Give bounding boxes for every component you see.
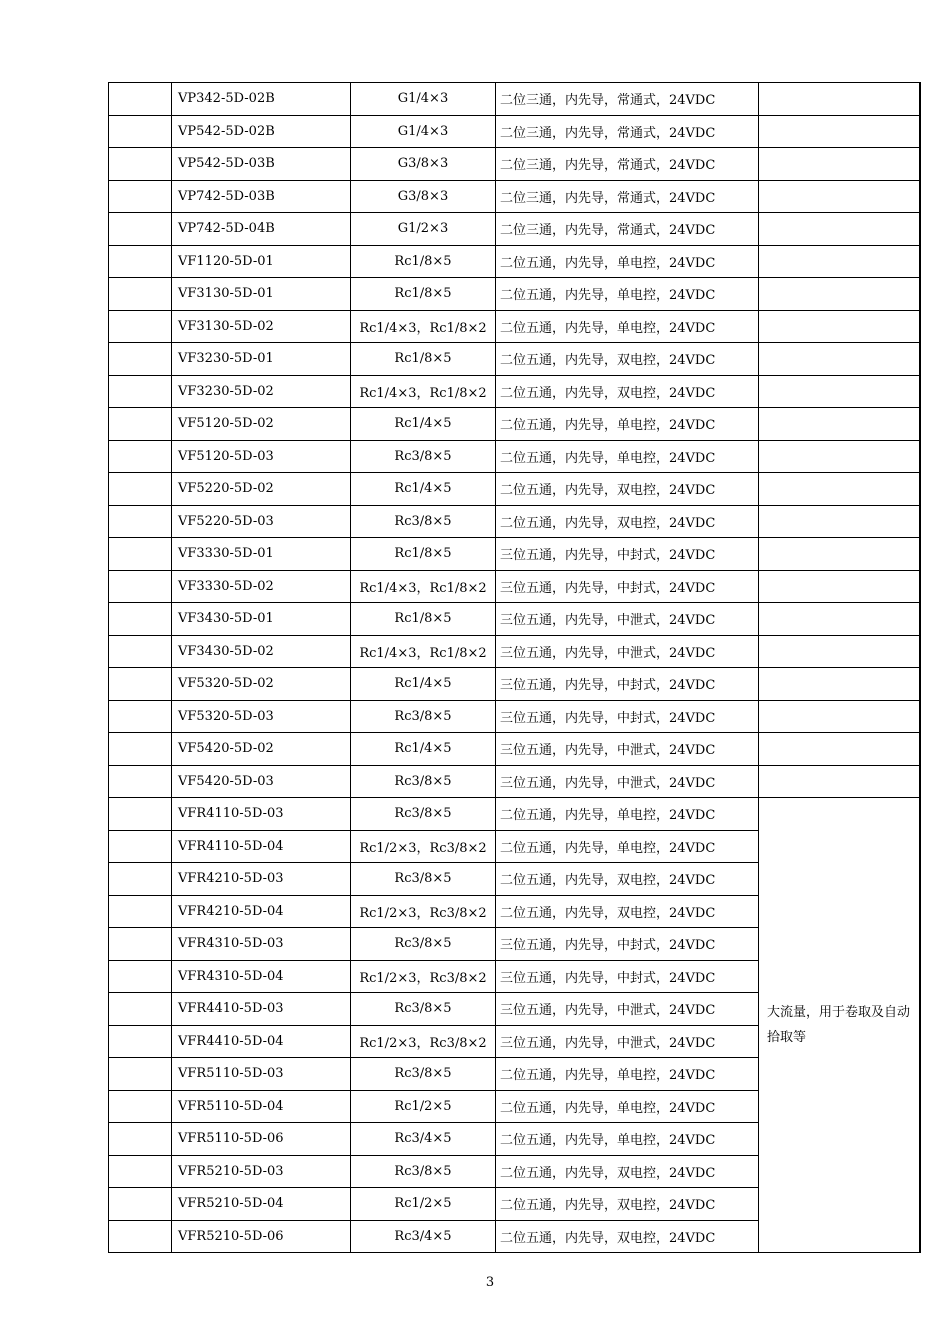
description-cell: 三位五通，内先导，中泄式，24VDC xyxy=(496,603,759,636)
model-cell: VF3430-5D-01 xyxy=(172,603,351,636)
port-size-cell: Rc3/8×5 xyxy=(351,440,496,473)
model-cell: VF5320-5D-02 xyxy=(172,668,351,701)
blank-cell xyxy=(109,798,172,831)
table-row xyxy=(109,668,921,701)
port-size-cell: Rc1/4×3，Rc1/8×2 xyxy=(351,375,496,408)
table-row xyxy=(109,798,921,831)
port-size-cell: Rc3/8×5 xyxy=(351,505,496,538)
blank-cell xyxy=(109,895,172,928)
blank-cell xyxy=(109,1155,172,1188)
model-cell: VFR4410-5D-04 xyxy=(172,1025,351,1058)
table-row xyxy=(109,505,921,538)
model-cell: VFR5210-5D-04 xyxy=(172,1188,351,1221)
table-row xyxy=(109,213,921,246)
port-size-cell: G3/8×3 xyxy=(351,148,496,181)
model-cell: VFR4310-5D-03 xyxy=(172,928,351,961)
blank-cell xyxy=(109,570,172,603)
blank-cell xyxy=(109,765,172,798)
remark-cell xyxy=(759,668,921,701)
description-cell: 三位五通，内先导，中封式，24VDC xyxy=(496,960,759,993)
description-cell: 二位五通，内先导，单电控，24VDC xyxy=(496,310,759,343)
remark-cell xyxy=(759,603,921,636)
description-cell: 二位五通，内先导，单电控，24VDC xyxy=(496,1090,759,1123)
blank-cell xyxy=(109,700,172,733)
description-cell: 二位五通，内先导，单电控，24VDC xyxy=(496,1058,759,1091)
table-row xyxy=(109,700,921,733)
table-row xyxy=(109,440,921,473)
model-cell: VF5120-5D-03 xyxy=(172,440,351,473)
blank-cell xyxy=(109,1058,172,1091)
table-row xyxy=(109,343,921,376)
remark-cell xyxy=(759,213,921,246)
model-cell: VF3230-5D-02 xyxy=(172,375,351,408)
remark-cell xyxy=(759,180,921,213)
description-cell: 二位五通，内先导，单电控，24VDC xyxy=(496,830,759,863)
valve-spec-table xyxy=(108,82,921,1253)
description-cell: 三位五通，内先导，中泄式，24VDC xyxy=(496,993,759,1026)
description-cell: 二位三通，内先导，常通式，24VDC xyxy=(496,148,759,181)
model-cell: VFR5110-5D-04 xyxy=(172,1090,351,1123)
port-size-cell: Rc1/4×5 xyxy=(351,668,496,701)
remark-cell xyxy=(759,635,921,668)
port-size-cell: Rc1/2×3，Rc3/8×2 xyxy=(351,960,496,993)
description-cell: 二位五通，内先导，双电控，24VDC xyxy=(496,1220,759,1253)
blank-cell xyxy=(109,440,172,473)
description-cell: 二位五通，内先导，双电控，24VDC xyxy=(496,473,759,506)
description-cell: 二位五通，内先导，双电控，24VDC xyxy=(496,375,759,408)
table-row xyxy=(109,375,921,408)
remark-cell xyxy=(759,278,921,311)
port-size-cell: Rc3/8×5 xyxy=(351,928,496,961)
blank-cell xyxy=(109,960,172,993)
remark-cell xyxy=(759,83,921,116)
table-row xyxy=(109,278,921,311)
blank-cell xyxy=(109,635,172,668)
blank-cell xyxy=(109,1220,172,1253)
blank-cell xyxy=(109,343,172,376)
table-row xyxy=(109,408,921,441)
blank-cell xyxy=(109,1090,172,1123)
description-cell: 二位五通，内先导，双电控，24VDC xyxy=(496,895,759,928)
description-cell: 三位五通，内先导，中封式，24VDC xyxy=(496,928,759,961)
port-size-cell: Rc3/8×5 xyxy=(351,798,496,831)
remark-cell xyxy=(759,700,921,733)
model-cell: VF3130-5D-01 xyxy=(172,278,351,311)
blank-cell xyxy=(109,148,172,181)
blank-cell xyxy=(109,180,172,213)
table-row xyxy=(109,83,921,116)
blank-cell xyxy=(109,278,172,311)
model-cell: VFR4410-5D-03 xyxy=(172,993,351,1026)
port-size-cell: Rc3/4×5 xyxy=(351,1123,496,1156)
description-cell: 二位五通，内先导，双电控，24VDC xyxy=(496,505,759,538)
model-cell: VF5420-5D-02 xyxy=(172,733,351,766)
table-row xyxy=(109,570,921,603)
table-row xyxy=(109,603,921,636)
port-size-cell: Rc1/2×3，Rc3/8×2 xyxy=(351,830,496,863)
remark-cell xyxy=(759,473,921,506)
description-cell: 二位五通，内先导，单电控，24VDC xyxy=(496,278,759,311)
blank-cell xyxy=(109,733,172,766)
table-row xyxy=(109,148,921,181)
blank-cell xyxy=(109,1188,172,1221)
description-cell: 三位五通，内先导，中泄式，24VDC xyxy=(496,733,759,766)
port-size-cell: Rc1/8×5 xyxy=(351,603,496,636)
model-cell: VP542-5D-02B xyxy=(172,115,351,148)
model-cell: VFR5110-5D-03 xyxy=(172,1058,351,1091)
page-number: 3 xyxy=(485,1275,495,1290)
remark-cell xyxy=(759,505,921,538)
blank-cell xyxy=(109,668,172,701)
port-size-cell: Rc1/4×5 xyxy=(351,733,496,766)
port-size-cell: Rc3/8×5 xyxy=(351,700,496,733)
remark-cell xyxy=(759,538,921,571)
model-cell: VFR4110-5D-04 xyxy=(172,830,351,863)
model-cell: VP342-5D-02B xyxy=(172,83,351,116)
table-row xyxy=(109,538,921,571)
model-cell: VF3330-5D-01 xyxy=(172,538,351,571)
remark-cell xyxy=(759,343,921,376)
model-cell: VF3430-5D-02 xyxy=(172,635,351,668)
description-cell: 二位三通，内先导，常通式，24VDC xyxy=(496,83,759,116)
remark-cell xyxy=(759,733,921,766)
description-cell: 三位五通，内先导，中封式，24VDC xyxy=(496,570,759,603)
description-cell: 三位五通，内先导，中泄式，24VDC xyxy=(496,635,759,668)
remark-cell xyxy=(759,375,921,408)
port-size-cell: Rc1/8×5 xyxy=(351,343,496,376)
blank-cell xyxy=(109,1123,172,1156)
table-row xyxy=(109,310,921,343)
model-cell: VF3130-5D-02 xyxy=(172,310,351,343)
port-size-cell: Rc3/8×5 xyxy=(351,1058,496,1091)
description-cell: 三位五通，内先导，中泄式，24VDC xyxy=(496,765,759,798)
blank-cell xyxy=(109,863,172,896)
table-row xyxy=(109,115,921,148)
model-cell: VFR5110-5D-06 xyxy=(172,1123,351,1156)
remark-cell xyxy=(759,408,921,441)
model-cell: VFR4310-5D-04 xyxy=(172,960,351,993)
model-cell: VFR4110-5D-03 xyxy=(172,798,351,831)
description-cell: 二位五通，内先导，单电控，24VDC xyxy=(496,245,759,278)
blank-cell xyxy=(109,408,172,441)
description-cell: 二位三通，内先导，常通式，24VDC xyxy=(496,180,759,213)
port-size-cell: Rc3/4×5 xyxy=(351,1220,496,1253)
port-size-cell: G1/4×3 xyxy=(351,83,496,116)
port-size-cell: Rc1/2×3，Rc3/8×2 xyxy=(351,1025,496,1058)
model-cell: VP542-5D-03B xyxy=(172,148,351,181)
port-size-cell: Rc1/4×3，Rc1/8×2 xyxy=(351,570,496,603)
remark-cell xyxy=(759,245,921,278)
model-cell: VF3230-5D-01 xyxy=(172,343,351,376)
blank-cell xyxy=(109,993,172,1026)
port-size-cell: Rc1/2×5 xyxy=(351,1090,496,1123)
blank-cell xyxy=(109,603,172,636)
port-size-cell: Rc1/2×5 xyxy=(351,1188,496,1221)
port-size-cell: Rc1/4×3，Rc1/8×2 xyxy=(351,635,496,668)
model-cell: VF5120-5D-02 xyxy=(172,408,351,441)
model-cell: VF5320-5D-03 xyxy=(172,700,351,733)
port-size-cell: G1/2×3 xyxy=(351,213,496,246)
remark-cell xyxy=(759,148,921,181)
blank-cell xyxy=(109,473,172,506)
model-cell: VFR4210-5D-03 xyxy=(172,863,351,896)
model-cell: VF5420-5D-03 xyxy=(172,765,351,798)
description-cell: 三位五通，内先导，中泄式，24VDC xyxy=(496,1025,759,1058)
model-cell: VF5220-5D-03 xyxy=(172,505,351,538)
description-cell: 二位五通，内先导，单电控，24VDC xyxy=(496,1123,759,1156)
description-cell: 二位五通，内先导，单电控，24VDC xyxy=(496,408,759,441)
blank-cell xyxy=(109,310,172,343)
remark-note-cell: 大流量，用于卷取及自动拾取等 xyxy=(759,798,921,1253)
description-cell: 二位五通，内先导，单电控，24VDC xyxy=(496,798,759,831)
table-row xyxy=(109,473,921,506)
description-cell: 二位三通，内先导，常通式，24VDC xyxy=(496,213,759,246)
valve-spec-table-body xyxy=(109,83,921,1253)
port-size-cell: Rc1/2×3，Rc3/8×2 xyxy=(351,895,496,928)
port-size-cell: Rc1/4×3，Rc1/8×2 xyxy=(351,310,496,343)
description-cell: 二位五通，内先导，双电控，24VDC xyxy=(496,1155,759,1188)
blank-cell xyxy=(109,505,172,538)
port-size-cell: Rc1/8×5 xyxy=(351,538,496,571)
description-cell: 二位五通，内先导，双电控，24VDC xyxy=(496,863,759,896)
description-cell: 二位五通，内先导，单电控，24VDC xyxy=(496,440,759,473)
blank-cell xyxy=(109,1025,172,1058)
port-size-cell: Rc3/8×5 xyxy=(351,765,496,798)
port-size-cell: Rc3/8×5 xyxy=(351,1155,496,1188)
blank-cell xyxy=(109,830,172,863)
blank-cell xyxy=(109,538,172,571)
port-size-cell: Rc3/8×5 xyxy=(351,993,496,1026)
port-size-cell: G3/8×3 xyxy=(351,180,496,213)
port-size-cell: Rc1/8×5 xyxy=(351,245,496,278)
model-cell: VF5220-5D-02 xyxy=(172,473,351,506)
table-row xyxy=(109,180,921,213)
remark-cell xyxy=(759,440,921,473)
table-row xyxy=(109,765,921,798)
model-cell: VP742-5D-04B xyxy=(172,213,351,246)
description-cell: 三位五通，内先导，中封式，24VDC xyxy=(496,700,759,733)
table-row xyxy=(109,733,921,766)
blank-cell xyxy=(109,245,172,278)
remark-cell xyxy=(759,570,921,603)
description-cell: 三位五通，内先导，中封式，24VDC xyxy=(496,538,759,571)
description-cell: 二位三通，内先导，常通式，24VDC xyxy=(496,115,759,148)
model-cell: VF1120-5D-01 xyxy=(172,245,351,278)
table-row xyxy=(109,245,921,278)
remark-cell xyxy=(759,765,921,798)
port-size-cell: Rc3/8×5 xyxy=(351,863,496,896)
blank-cell xyxy=(109,83,172,116)
port-size-cell: Rc1/4×5 xyxy=(351,408,496,441)
remark-cell xyxy=(759,115,921,148)
description-cell: 二位五通，内先导，双电控，24VDC xyxy=(496,343,759,376)
port-size-cell: G1/4×3 xyxy=(351,115,496,148)
table-row xyxy=(109,635,921,668)
description-cell: 二位五通，内先导，双电控，24VDC xyxy=(496,1188,759,1221)
model-cell: VF3330-5D-02 xyxy=(172,570,351,603)
model-cell: VP742-5D-03B xyxy=(172,180,351,213)
description-cell: 三位五通，内先导，中封式，24VDC xyxy=(496,668,759,701)
blank-cell xyxy=(109,115,172,148)
remark-cell xyxy=(759,310,921,343)
model-cell: VFR5210-5D-06 xyxy=(172,1220,351,1253)
port-size-cell: Rc1/8×5 xyxy=(351,278,496,311)
blank-cell xyxy=(109,213,172,246)
blank-cell xyxy=(109,928,172,961)
model-cell: VFR4210-5D-04 xyxy=(172,895,351,928)
model-cell: VFR5210-5D-03 xyxy=(172,1155,351,1188)
port-size-cell: Rc1/4×5 xyxy=(351,473,496,506)
blank-cell xyxy=(109,375,172,408)
